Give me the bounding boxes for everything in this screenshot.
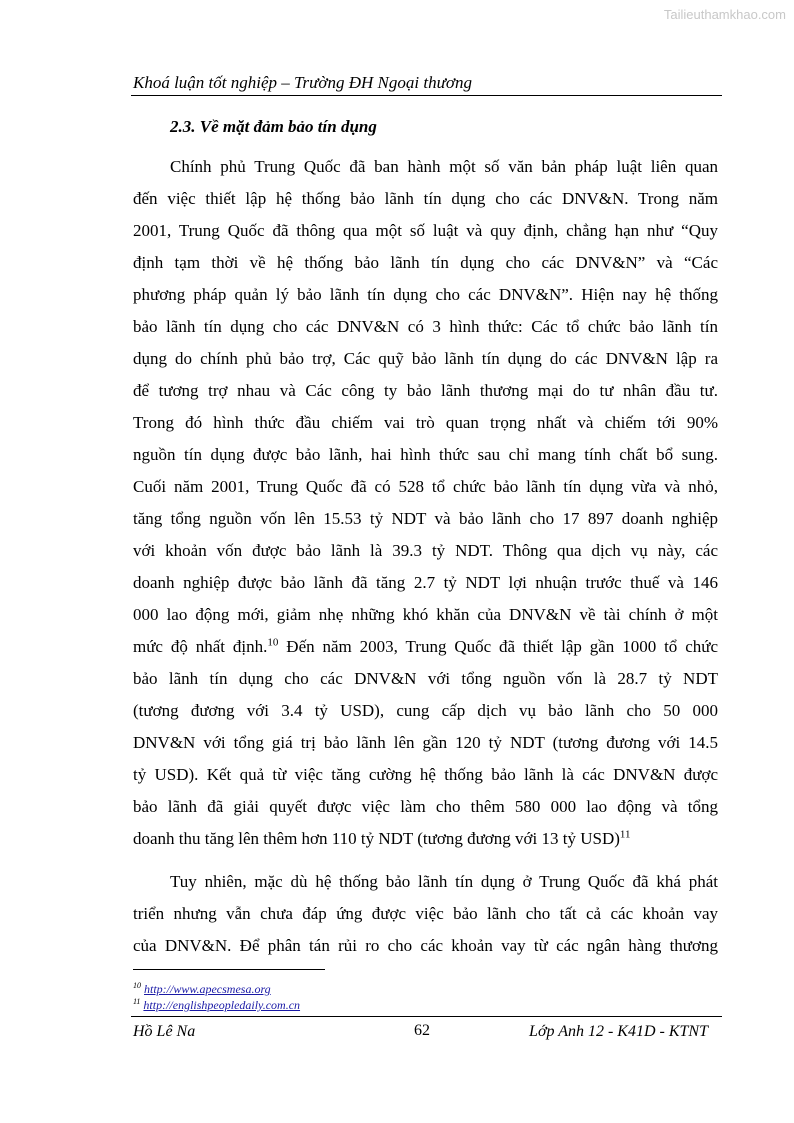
text-line: bảo lãnh tín dụng cho các DNV&N với tổng nguồn vốn là 28.7 tỷ NDT: [133, 669, 718, 688]
text-line: doanh nghiệp được bảo lãnh đã tăng 2.7 tỷ NDT lợi nhuận trước thuế và 146: [133, 573, 718, 592]
text-line: tăng tổng nguồn vốn lên 15.53 tỷ NDT và bảo lãnh cho 17 897 doanh nghiệp: [133, 509, 718, 528]
footnote-divider: [133, 969, 325, 970]
text-line: Cuối năm 2001, Trung Quốc đã có 528 tổ chức bảo lãnh tín dụng vừa và nhỏ,: [133, 477, 718, 496]
text-line: Tuy nhiên, mặc dù hệ thống bảo lãnh tín dụng ở Trung Quốc đã khá phát: [170, 872, 718, 891]
text-line: DNV&N với tổng giá trị bảo lãnh lên gần 120 tỷ NDT (tương đương với 14.5: [133, 733, 718, 752]
text-segment: mức độ nhất định.: [133, 637, 268, 656]
text-segment: Đến năm 2003, Trung Quốc đã thiết lập gần 1000 tổ chức: [278, 637, 718, 656]
footer-author: Hồ Lê Na: [133, 1023, 196, 1040]
footnote-10: [133, 979, 271, 996]
text-line-with-footnote: [133, 823, 718, 855]
text-line: phương pháp quản lý bảo lãnh tín dụng cho các DNV&N”. Hiện nay hệ thống: [133, 285, 718, 304]
text-line: đến việc thiết lập hệ thống bảo lãnh tín dụng cho các DNV&N. Trong năm: [133, 189, 718, 208]
text-line: dụng do chính phủ bảo trợ, Các quỹ bảo lãnh tín dụng do các DNV&N lập ra: [133, 349, 718, 368]
text-line: của DNV&N. Để phân tán rủi ro cho các khoản vay từ các ngân hàng thương: [133, 936, 718, 955]
text-line: 2001, Trung Quốc đã thông qua một số luật và quy định, chẳng hạn như “Quy: [133, 221, 718, 240]
footnote-number: 11: [133, 997, 141, 1006]
text-line: (tương đương với 3.4 tỷ USD), cung cấp dịch vụ bảo lãnh cho 50 000: [133, 701, 718, 720]
text-line: định tạm thời về hệ thống bảo lãnh tín dụng cho các DNV&N” và “Các: [133, 253, 718, 272]
footer-class: Lớp Anh 12 - K41D - KTNT: [529, 1023, 708, 1040]
site-watermark: Tailieuthamkhao.com: [663, 7, 786, 22]
paragraph-1: [133, 151, 718, 855]
footnote-ref-10: 10: [267, 636, 279, 649]
footer-divider: [131, 1016, 722, 1017]
footnote-link[interactable]: http://englishpeopledaily.com.cn: [143, 998, 301, 1012]
footnote-link[interactable]: http://www.apecsmesa.org: [144, 982, 271, 996]
text-line: với khoản vốn được bảo lãnh là 39.3 tỷ NDT. Thông qua dịch vụ này, các: [133, 541, 718, 560]
text-segment: doanh thu tăng lên thêm hơn 110 tỷ NDT (tương đương với 13 tỷ USD): [133, 829, 620, 848]
text-line: Chính phủ Trung Quốc đã ban hành một số văn bản pháp luật liên quan: [170, 157, 718, 176]
section-heading: 2.3. Về mặt đảm bảo tín dụng: [170, 117, 377, 136]
page-number: 62: [414, 1022, 430, 1039]
footnote-11: [133, 995, 300, 1012]
footnote-number: 10: [133, 981, 141, 990]
text-line-with-footnote: [133, 631, 718, 663]
running-header: Khoá luận tốt nghiệp – Trường ĐH Ngoại thương: [133, 73, 472, 92]
text-line: Trong đó hình thức đầu chiếm vai trò quan trọng nhất và chiếm tới 90%: [133, 413, 718, 432]
text-line: để tương trợ nhau và Các công ty bảo lãnh thương mại do tư nhân đầu tư.: [133, 381, 718, 400]
text-line: nguồn tín dụng được bảo lãnh, hai hình thức sau chỉ mang tính chất bổ sung.: [133, 445, 718, 464]
text-line: triển nhưng vẫn chưa đáp ứng được việc bảo lãnh cho tất cả các khoản vay: [133, 904, 718, 923]
header-divider: [131, 95, 722, 96]
paragraph-2: [133, 866, 718, 962]
text-line: tỷ USD). Kết quả từ việc tăng cường hệ thống bảo lãnh là các DNV&N được: [133, 765, 718, 784]
text-line: bảo lãnh đã giải quyết được việc làm cho thêm 580 000 lao động và tổng: [133, 797, 718, 816]
footnote-ref-11: 11: [619, 828, 631, 841]
text-line: 000 lao động mới, giảm nhẹ những khó khăn của DNV&N về tài chính ở một: [133, 605, 718, 624]
text-line: bảo lãnh tín dụng cho các DNV&N có 3 hình thức: Các tổ chức bảo lãnh tín: [133, 317, 718, 336]
